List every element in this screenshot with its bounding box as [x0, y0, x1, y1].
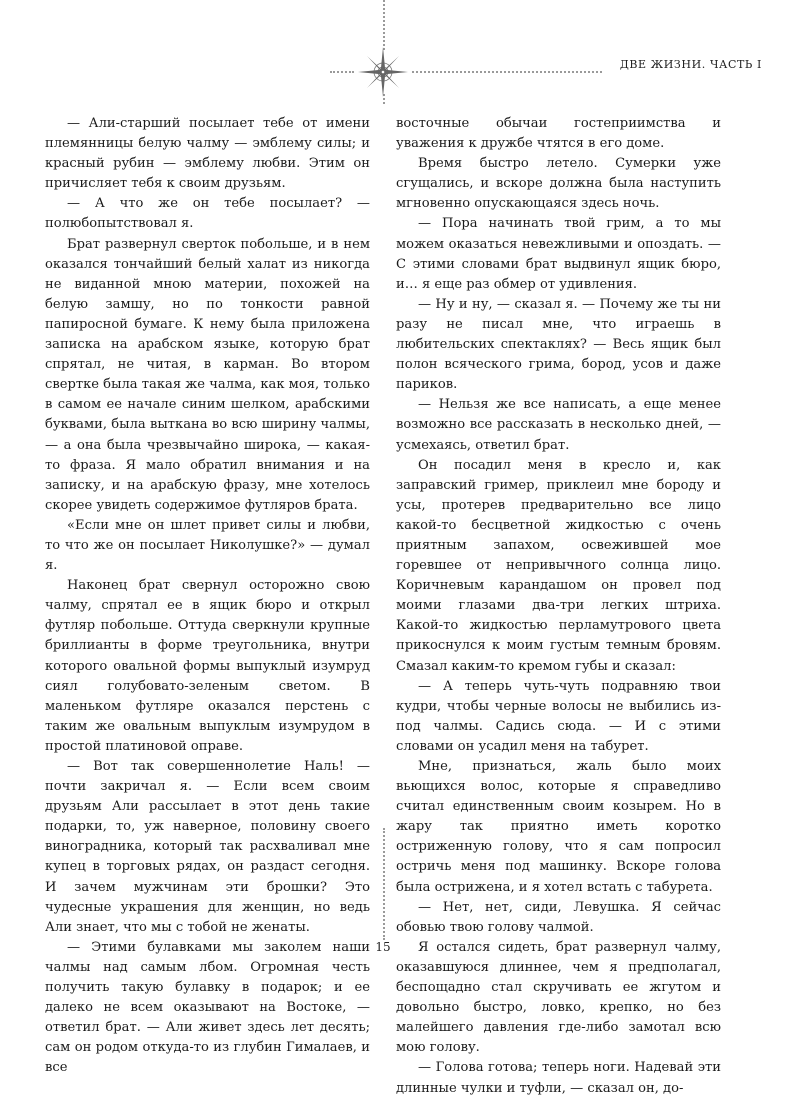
- paragraph: Брат развернул сверток побольше, и в нем оказался тончайший белый халат из никогда не виданной мною материи, похожей на белую замшу, но по тонкости равной папиросной бумаге. К нему была приложена записка на арабском языке, которую брат спрятал, не читая, в карман. Во втором свертке была такая же чалма, как моя, только в самом ее начале синим шелком, арабскими буквами, была выткана во всю ширину чалмы, — а она была чрезвычайно широка, — какая-то фраза. Я мало обратил внимания и на записку, и на арабскую фразу, мне хотелось скорее увидеть содержимое футляров брата.: [45, 236, 370, 513]
- paragraph: — А что же он тебе посылает? — полюбопытствовал я.: [45, 196, 370, 232]
- paragraph: — Нельзя же все написать, а еще менее возможно все рассказать в несколько дней, — усмехаясь, ответил брат.: [396, 397, 721, 453]
- paragraph: Я остался сидеть, брат развернул чалму, оказавшуюся длиннее, чем я предполагал, беспощадно стал скручивать ее жгутом и довольно быстро, ловко, крепко, но без малейшего давления где-либо замотал всю мою голову.: [396, 939, 721, 1056]
- paragraph: — Нет, нет, сиди, Левушка. Я сейчас обовью твою голову чалмой.: [396, 899, 721, 935]
- paragraph: Наконец брат свернул осторожно свою чалму, спрятал ее в ящик бюро и открыл футляр побольше. Оттуда сверкнули крупные бриллианты в форме треугольника, внутри которого овальной формы выпуклый изумруд сиял голубовато-зеленым светом. В маленьком футляре оказался перстень с таким же овальным выпуклым изумрудом в простой платиновой оправе.: [45, 578, 370, 754]
- header-dotted-rule-left: [330, 71, 354, 73]
- top-dotted-divider: [383, 0, 385, 50]
- compass-rose-icon: [357, 46, 409, 98]
- left-text-column: [45, 114, 370, 1079]
- paragraph: Время быстро летело. Сумерки уже сгущались, и вскоре должна была наступить мгновенно опускающаяся здесь ночь.: [396, 156, 721, 212]
- paragraph: — Али-старший посылает тебе от имени племянницы белую чалму — эмблему силы; и красный рубин — эмблему любви. Этим он причисляет тебя к своим друзьям.: [45, 116, 370, 192]
- header-dotted-rule-long: [432, 71, 602, 73]
- bottom-dotted-divider: [383, 828, 385, 940]
- page-number: 15: [375, 940, 391, 954]
- paragraph: — Ну и ну, — сказал я. — Почему же ты ни разу не писал мне, что играешь в любительских спектаклях? — Весь ящик был полон всяческого грима, бород, усов и даже париков.: [396, 296, 721, 393]
- paragraph: — Пора начинать твой грим, а то мы можем оказаться невежливыми и опоздать. — С этими словами брат выдвинул ящик бюро, и… я еще раз обмер от удивления.: [396, 216, 721, 292]
- paragraph: — А теперь чуть-чуть подравняю твои кудри, чтобы черные волосы не выбились из-под чалмы. Садись сюда. — И с этими словами он усадил меня на табурет.: [396, 678, 721, 754]
- paragraph: — Этими булавками мы заколем наши чалмы над самым лбом. Огромная честь получить такую булавку в подарок; и ее далеко не всем оказывают на Востоке, — ответил брат. — Али живет здесь лет десять; сам он родом откуда-то из глубин Гималаев, и все: [45, 939, 370, 1076]
- paragraph: — Голова готова; теперь ноги. Надевай эти длинные чулки и туфли, — сказал он, до-: [396, 1060, 721, 1096]
- paragraph: — Вот так совершеннолетие Наль! — почти закричал я. — Если всем своим друзьям Али рассылает в этот день такие подарки, то, уж наверное, половину своего виноградника, который так расхваливал мне купец в торговых рядах, он раздаст сегодня. И зачем мужчинам эти брошки? Это чудесные украшения для женщин, но ведь Али знает, что мы с тобой не женаты.: [45, 759, 370, 935]
- paragraph: «Если мне он шлет привет силы и любви, то что же он посылает Николушке?» — думал я.: [45, 517, 370, 574]
- paragraph-continuation: восточные обычаи гостеприимства и уважения к дружбе чтятся в его доме.: [396, 116, 721, 152]
- paragraph: Он посадил меня в кресло и, как заправский гример, приклеил мне бороду и усы, протерев предварительно все лицо какой-то бесцветной жидкостью с очень приятным запахом, освежившей мое горевшее от непривычного солнца лицо. Коричневым карандашом он провел под моими глазами два-три легких штриха. Какой-то жидкостью перламутрового цвета прикоснулся к моим густым темным бровям. Смазал каким-то кремом губы и сказал:: [396, 457, 721, 674]
- running-header: ДВЕ ЖИЗНИ. ЧАСТЬ I: [619, 58, 762, 71]
- paragraph: Мне, признаться, жаль было моих вьющихся волос, которые я справедливо считал единственным своим козырем. Но в жару так приятно иметь коротко остриженную голову, что я сам попросил остричь меня под машинку. Вскоре голова была острижена, и я хотел встать с табурета.: [396, 759, 721, 895]
- header-dotted-rule-mid: [412, 71, 430, 73]
